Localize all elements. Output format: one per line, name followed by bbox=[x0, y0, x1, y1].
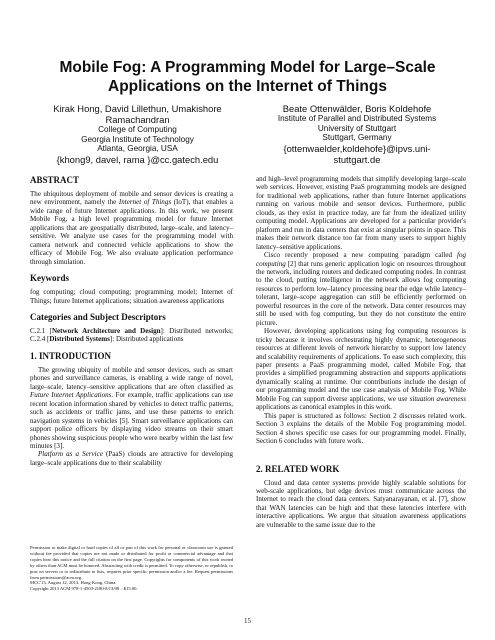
mobile-fog-paragraph: However, developing applications using fog computing resources is tricky because it involves orchestrating highly dynamic, heterogeneous resources at different levels of network hierarchy to support low latency and scalability requirements of applications. To ease such complexity, this paper presents a PaaS programming model, called Mobile Fog, that provides a simplified programming abstraction and supports applications dynamically scaling at runtime. Our contributions include the design of our programming model and the use case analysis of Mobile Fog. While Mobile Fog can support diverse applications, we use situation awareness applications as canonical examples in this work. bbox=[256, 327, 467, 412]
author-names-line-2: Ramachandran bbox=[105, 114, 170, 125]
copyright-line: Copyright 2013 ACM 978-1-4503-2180-8/13/08 ...$15.00. bbox=[30, 586, 138, 592]
introduction-heading: 1. INTRODUCTION bbox=[30, 350, 112, 361]
structure-paragraph: This paper is structured as follows: Section 2 discusses related work. Section 3 explains the details of the Mobile Fog programming model. Section 4 shows specific use cases for our programming model. Finally, Section 6 concludes with future work. bbox=[256, 411, 466, 446]
paper-title: Mobile Fog: A Programming Model for Large–Scale Applications on the Internet of Things bbox=[59, 59, 436, 95]
author-email: {khong9, davel, rama }@cc.gatech.edu bbox=[56, 153, 219, 165]
permission-notice: Permission to make digital or hard copies of all or part of this work for personal or classroom use is granted without fee provided that copies are not made or distributed for profit or commercial advantage and that copies bear this notice and the full citation on the first page. Copyrights for components of this work owned by others than ACM must be honored. Abstracting with credit is permitted. To copy otherwise, or republish, to post on servers or to redistribute to lists, requires prior specific permission and/or a fee. Request permissions from permissions@acm.org. bbox=[30, 545, 233, 580]
introduction-paragraph-2: Platform as a Service (PaaS) clouds are attractive for developing large–scale applications due to their scalability bbox=[30, 450, 233, 467]
author-block-stuttgart bbox=[248, 103, 466, 165]
abstract-heading: ABSTRACT bbox=[30, 175, 80, 185]
left-column bbox=[30, 175, 233, 467]
copyright-footnote bbox=[30, 545, 233, 592]
page-number: 15 bbox=[244, 617, 251, 625]
author-affiliation-line-2: University of Stuttgart bbox=[317, 123, 397, 133]
keywords-heading: Keywords bbox=[30, 273, 69, 284]
introduction-paragraph-1: The growing ubiquity of mobile and sensor devices, such as smart phones and surveillance cameras, is enabling a wide range of novel, large–scale, latency–sensitive applications that are often classified as Future Internet Applications. For example, traffic applications can use recent location information shared by vehicles to detect traffic patterns, such as accidents or traffic jams, and use these patterns to enrich navigation systems in vehicles [5]. Smart surveillance applications can support police officers by displaying video streams on their smart phones showing suspicious people who were nearby within the last few minutes [3]. bbox=[30, 365, 233, 450]
conference-line: MCC'13, August 12, 2013, Hong Kong, China. bbox=[30, 580, 117, 586]
author-email-line-2: stuttgart.de bbox=[333, 153, 381, 165]
author-affiliation-line-2: Georgia Institute of Technology bbox=[81, 134, 194, 144]
fog-computing-paragraph: Cisco recently proposed a new computing paradigm called fog computing [2] that runs generic application logic on resources throughout the network, including routers and dedicated computing nodes. In contrast to the cloud, putting intelligence in the network allows fog computing resources to perform low–latency processing near the edge while latency–tolerant, large–scope aggregation can still be efficiently performed on powerful resources in the core of the network. Data center resources may still be used with fog computing, but they do not constitute the entire picture. bbox=[256, 251, 466, 327]
author-email-line-1: {ottenwaelder,koldehofe}@ipvs.uni- bbox=[283, 142, 431, 154]
categories-text: C.2.1 [Network Architecture and Design]: Distributed networks; C.2.4 [Distributed Systems]: Distributed applications bbox=[30, 326, 233, 344]
author-names-line-1: Kirak Hong, David Lillethun, Umakishore bbox=[53, 103, 222, 114]
author-affiliation-line-1: College of Computing bbox=[98, 125, 177, 134]
author-affiliation-line-3: Atlanta, Georgia, USA bbox=[97, 144, 178, 154]
right-column bbox=[256, 175, 466, 529]
keywords-text: fog computing; cloud computing; programming model; Internet of Things; future Internet applications; situation awareness applications bbox=[30, 288, 233, 305]
categories-heading: Categories and Subject Descriptors bbox=[30, 311, 166, 322]
related-work-paragraph: Cloud and data center systems provide highly scalable solutions for web-scale applications, but edge devices must communicate across the Internet to reach the cloud data centers. Satyanarayanan, et al. [7], show that WAN latencies can be high and that these latencies interfere with interactive applications. We argue that situation awareness applications are vulnerable to the same issue due to the bbox=[256, 478, 466, 529]
author-affiliation-line-1: Institute of Parallel and Distributed Systems bbox=[277, 114, 437, 123]
intro-continued-paragraph: and high–level programming models that simplify developing large–scale web services. However, existing PaaS programming models are designed for traditional web applications, rather than future Internet applications running on various mobile and sensor devices. Furthermore, public clouds, as they exist in practice today, are far from the idealized utility computing model. Applications are developed for a particular provider's platform and run in data centers that exist at singular points in space. This makes their network distance too far from many users to support highly latency–sensitive applications. bbox=[256, 175, 466, 251]
author-block-gatech bbox=[30, 103, 245, 165]
author-names-line-1: Beate Ottenwälder, Boris Koldehofe bbox=[282, 103, 432, 114]
abstract-text: The ubiquitous deployment of mobile and sensor devices is creating a new environment, namely the Internet of Things (IoT), that enables a wide range of future Internet applications. In this work, we present Mobile Fog, a high level programming model for future Internet applications that are geospatially distributed, large–scale, and latency–sensitive. We analyze use cases for the programming model with camera network and connected vehicle applications to show the efficacy of Mobile Fog. We also evaluate application performance through simulation. bbox=[30, 190, 233, 266]
author-affiliation-line-3: Stuttgart, Germany bbox=[322, 133, 392, 143]
related-work-heading: 2. RELATED WORK bbox=[256, 463, 340, 474]
